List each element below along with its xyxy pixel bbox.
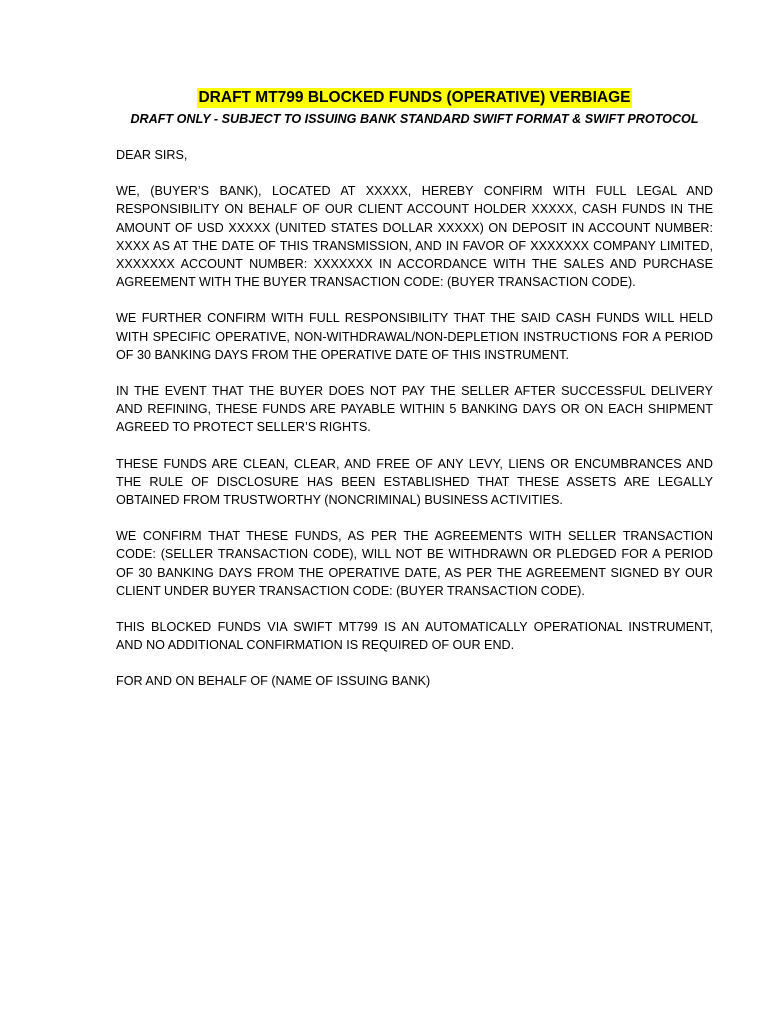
salutation: DEAR SIRS,: [116, 148, 188, 162]
document-page: [116, 88, 713, 691]
paragraph-clean-funds: THESE FUNDS ARE CLEAN, CLEAR, AND FREE OF ANY LEVY, LIENS OR ENCUMBRANCES AND THE RULE OF DISCLOSURE HAS BEEN ESTABLISHED THAT THESE ASSETS ARE LEGALLY OBTAINED FROM TRUSTWORTHY (NONCRIMINAL) BUSINESS ACTIVITIES.: [116, 456, 713, 508]
paragraph-no-withdrawal: WE CONFIRM THAT THESE FUNDS, AS PER THE AGREEMENTS WITH SELLER TRANSACTION CODE: (SELLER TRANSACTION CODE), WILL NOT BE WITHDRAWN OR PLEDGED FOR A PERIOD OF 30 BANKING DAYS FROM THE OPERATIVE DATE, AS PER THE AGREEMENT SIGNED BY OUR CLIENT UNDER BUYER TRANSACTION CODE: (BUYER TRANSACTION CODE).: [116, 529, 713, 598]
document-title: DRAFT MT799 BLOCKED FUNDS (OPERATIVE) VERBIAGE: [198, 89, 631, 106]
paragraph-operational: THIS BLOCKED FUNDS VIA SWIFT MT799 IS AN AUTOMATICALLY OPERATIONAL INSTRUMENT, AND NO ADDITIONAL CONFIRMATION IS REQUIRED OF OUR END.: [116, 620, 713, 653]
paragraph-confirmation: WE, (BUYER’S BANK), LOCATED AT XXXXX, HEREBY CONFIRM WITH FULL LEGAL AND RESPONSIBILITY ON BEHALF OF OUR CLIENT ACCOUNT HOLDER XXXXX, CASH FUNDS IN THE AMOUNT OF USD XXXXX (UNITED STATES DOLLAR XXXXX) ON DEPOSIT IN ACCOUNT NUMBER: XXXX AS AT THE DATE OF THIS TRANSMISSION, AND IN FAVOR OF XXXXXXX COMPANY LIMITED, XXXXXXX ACCOUNT NUMBER: XXXXXXX IN ACCORDANCE WITH THE SALES AND PURCHASE AGREEMENT WITH THE BUYER TRANSACTION CODE: (BUYER TRANSACTION CODE).: [116, 184, 713, 290]
paragraph-responsibility: WE FURTHER CONFIRM WITH FULL RESPONSIBILITY THAT THE SAID CASH FUNDS WILL HELD WITH SPECIFIC OPERATIVE, NON-WITHDRAWAL/NON-DEPLETION INSTRUCTIONS FOR A PERIOD OF 30 BANKING DAYS FROM THE OPERATIVE DATE OF THIS INSTRUMENT.: [116, 311, 713, 362]
paragraph-payment-event: IN THE EVENT THAT THE BUYER DOES NOT PAY THE SELLER AFTER SUCCESSFUL DELIVERY AND REFINING, THESE FUNDS ARE PAYABLE WITHIN 5 BANKING DAYS OR ON EACH SHIPMENT AGREED TO PROTECT SELLER’S RIGHTS.: [116, 384, 713, 435]
document-subtitle: DRAFT ONLY - SUBJECT TO ISSUING BANK STANDARD SWIFT FORMAT & SWIFT PROTOCOL: [130, 112, 699, 126]
closing-line: FOR AND ON BEHALF OF (NAME OF ISSUING BANK): [116, 674, 431, 689]
title-block: [116, 88, 713, 108]
